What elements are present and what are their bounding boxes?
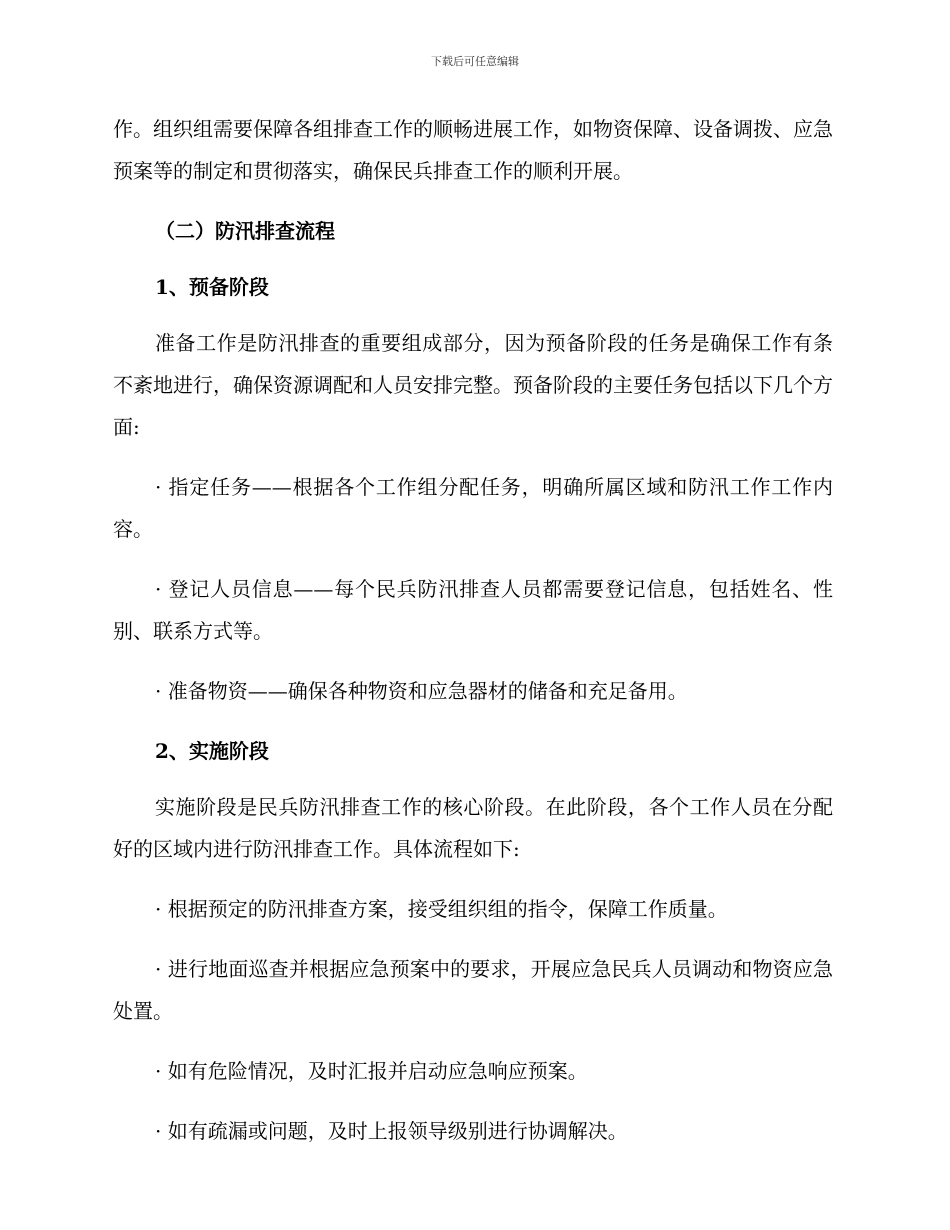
page-header: 下载后可任意编辑	[431, 55, 519, 68]
bullet-item: · 准备物资——确保各种物资和应急器材的储备和充足备用。	[155, 679, 688, 703]
bullet-item: · 如有疏漏或问题，及时上报领导级别进行协调解决。	[155, 1119, 628, 1143]
section-heading: （二）防汛排查流程	[155, 219, 335, 243]
bullet-item: · 进行地面巡查并根据应急预案中的要求，开展应急民兵人员调动和物资应急处置。	[113, 957, 833, 1023]
paragraph-stage1: 准备工作是防汛排查的重要组成部分，因为预备阶段的任务是确保工作有条不紊地进行，确保资源调配和人员安排完整。预备阶段的主要任务包括以下几个方面:	[113, 331, 833, 439]
bullet-item: · 指定任务——根据各个工作组分配任务，明确所属区域和防汛工作工作内容。	[113, 475, 833, 541]
subsection-heading-stage2: 2、实施阶段	[155, 739, 269, 763]
paragraph-stage2: 实施阶段是民兵防汛排查工作的核心阶段。在此阶段，各个工作人员在分配好的区域内进行防汛排查工作。具体流程如下:	[113, 795, 833, 861]
subsection-heading-stage1: 1、预备阶段	[155, 275, 269, 299]
bullet-item: · 登记人员信息——每个民兵防汛排查人员都需要登记信息，包括姓名、性别、联系方式等。	[113, 577, 833, 643]
paragraph-continued: 作。组织组需要保障各组排查工作的顺畅进展工作，如物资保障、设备调拨、应急预案等的制定和贯彻落实，确保民兵排查工作的顺利开展。	[113, 117, 833, 183]
document-body	[113, 110, 833, 1170]
bullet-item: · 如有危险情况，及时汇报并启动应急响应预案。	[155, 1059, 588, 1083]
bullet-item: · 根据预定的防汛排查方案，接受组织组的指令，保障工作质量。	[155, 897, 728, 921]
